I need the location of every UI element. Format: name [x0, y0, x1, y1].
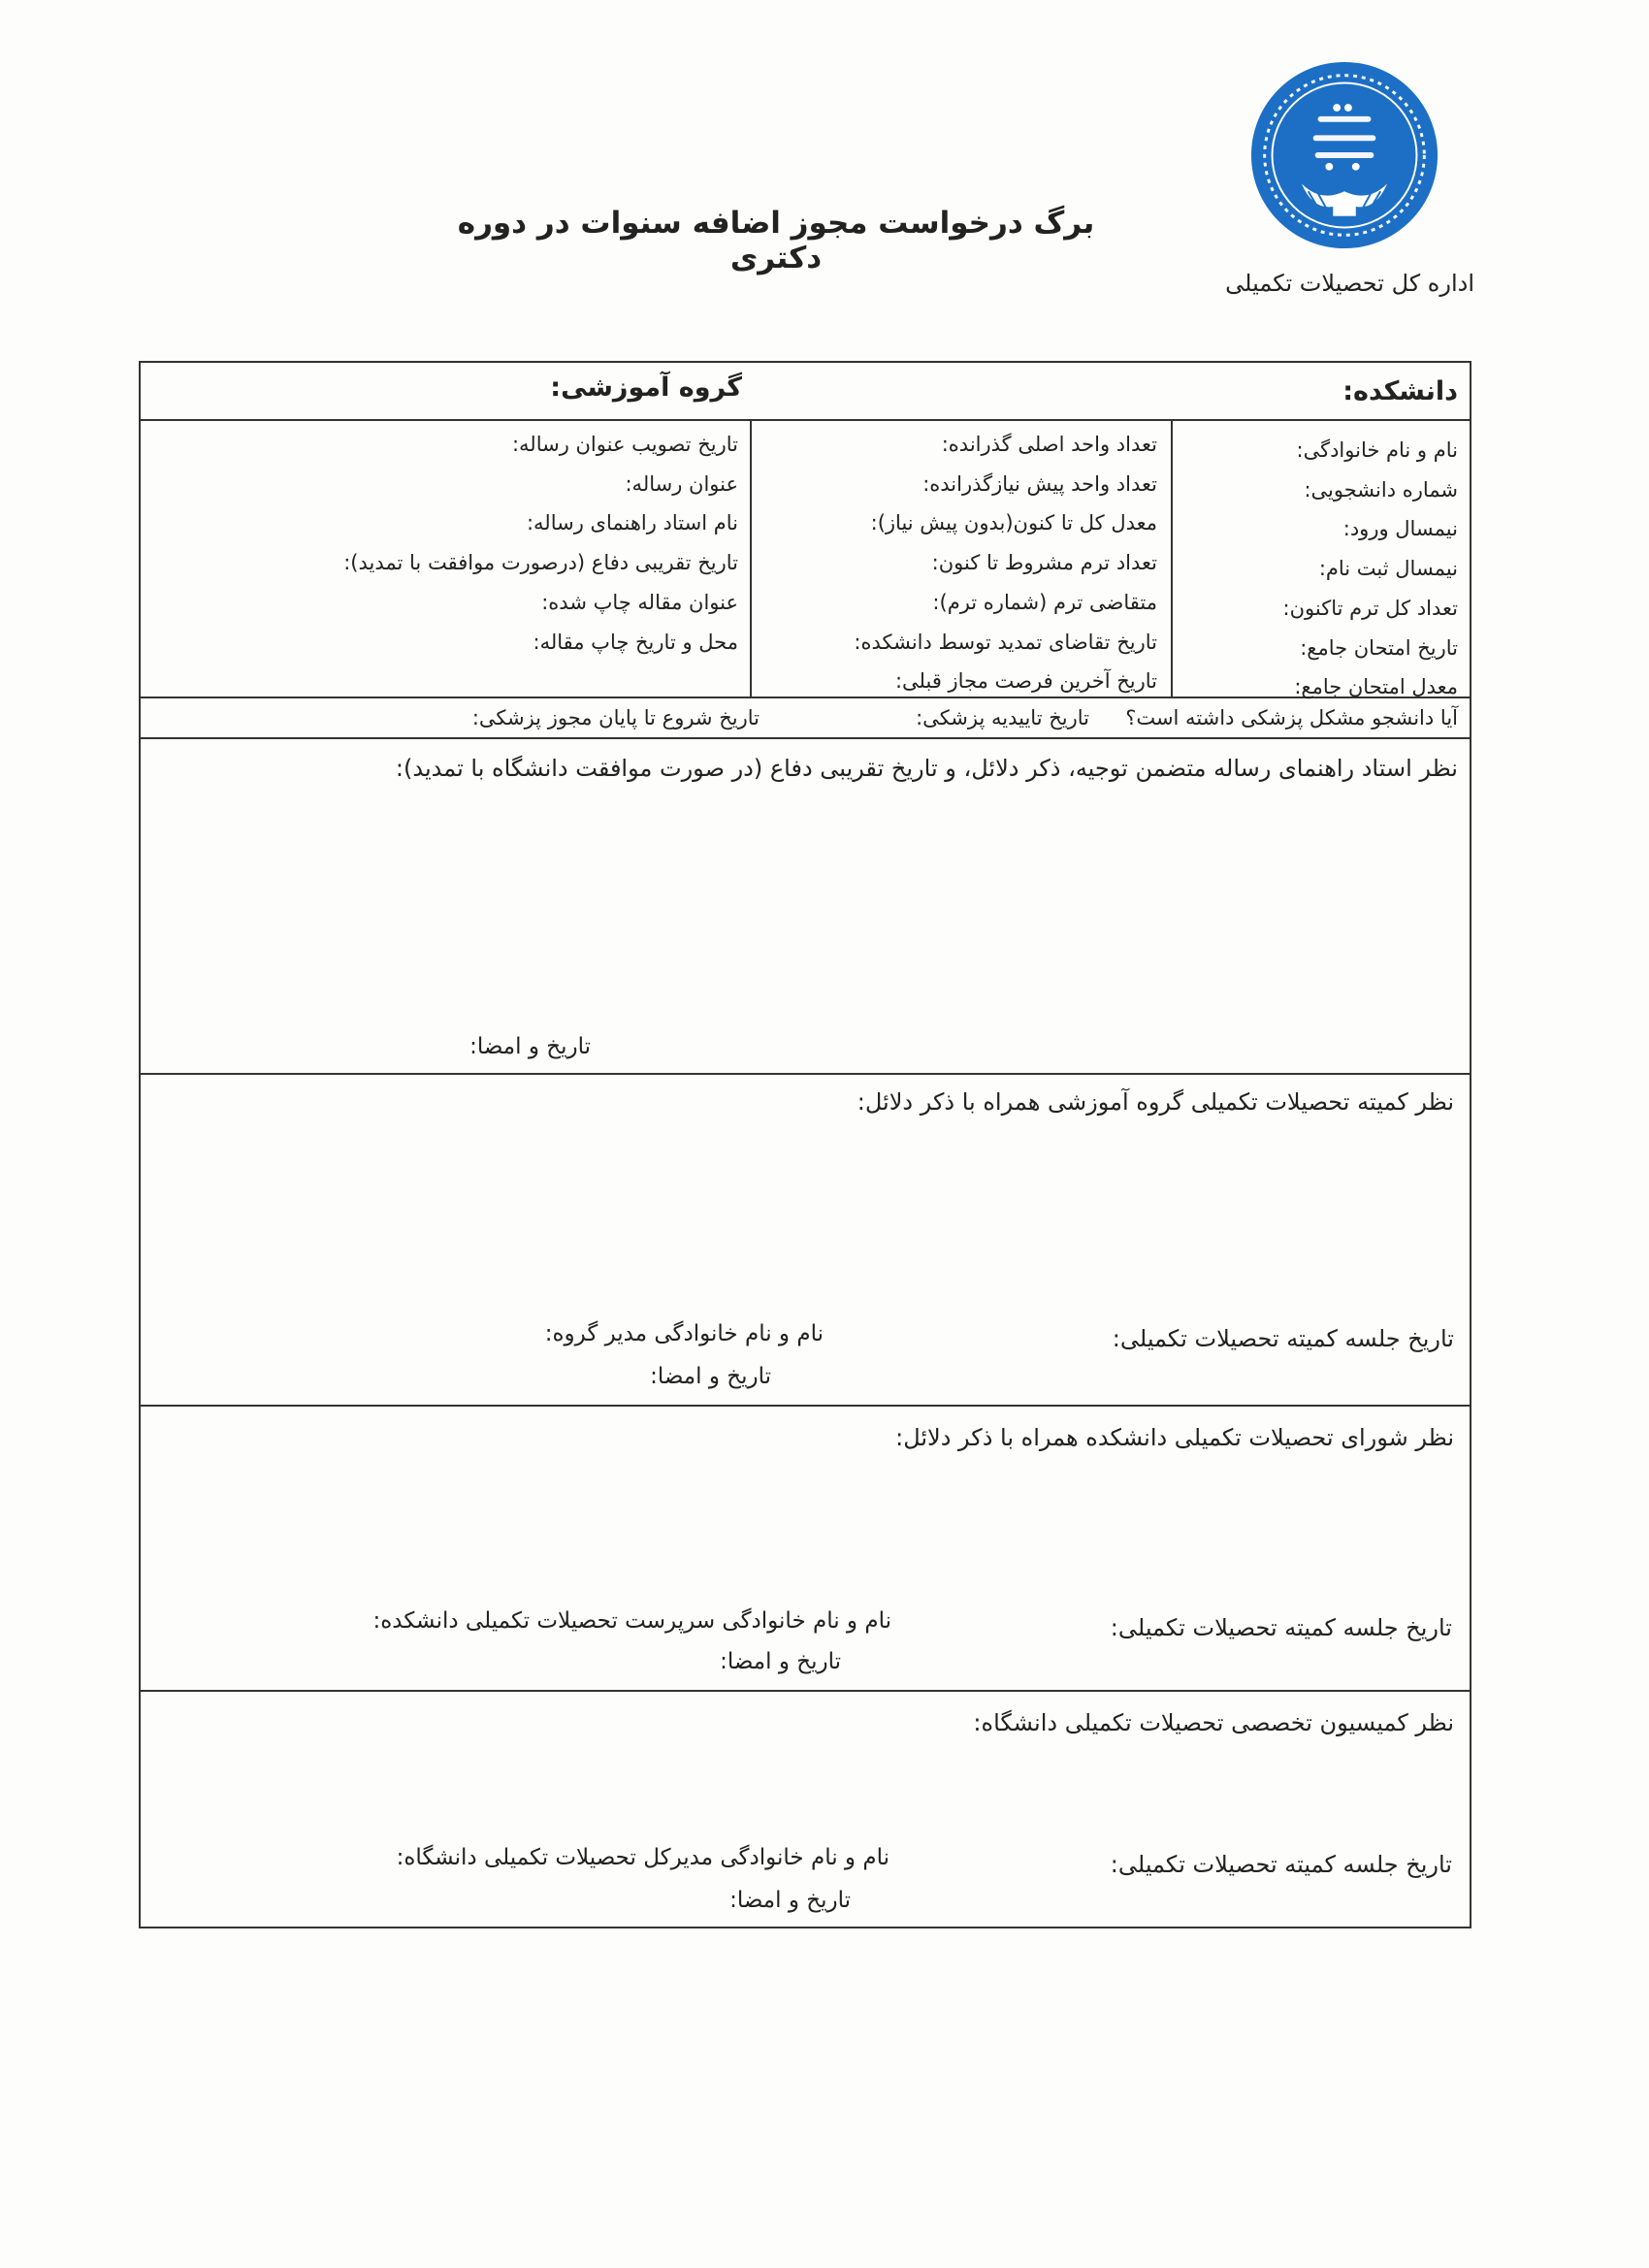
group-signature-field[interactable]: تاریخ و امضا: [650, 1364, 771, 1389]
row-divider [141, 737, 1470, 739]
probation-terms-field[interactable]: تعداد ترم مشروط تا کنون: [931, 551, 1157, 574]
department-name: اداره کل تحصیلات تکمیلی [1225, 270, 1474, 297]
row-divider [141, 1405, 1470, 1407]
row-divider [141, 1073, 1470, 1075]
row-divider [141, 419, 1470, 421]
request-form-table [139, 361, 1471, 1928]
faculty-signature-field[interactable]: تاریخ و امضا: [720, 1649, 841, 1674]
passed-prereq-units-field[interactable]: تعداد واحد پیش نیازگذرانده: [922, 472, 1157, 496]
medical-permit-period-field[interactable]: تاریخ شروع تا پایان مجوز پزشکی: [471, 706, 760, 729]
university-meeting-date-field[interactable]: تاریخ جلسه کمیته تحصیلات تکمیلی: [1110, 1851, 1452, 1878]
advisor-name-field[interactable]: نام استاد راهنمای رساله: [526, 511, 738, 535]
faculty-meeting-date-field[interactable]: تاریخ جلسه کمیته تحصیلات تکمیلی: [1110, 1614, 1452, 1641]
thesis-title-field[interactable]: عنوان رساله: [625, 472, 738, 496]
advisor-opinion-heading: نظر استاد راهنمای رساله متضمن توجیه، ذکر دلائل، و تاریخ تقریبی دفاع (در صورت موافقت دانشگاه با تمدید): [395, 755, 1458, 782]
medical-confirm-date-field[interactable]: تاریخ تاییدیه پزشکی: [916, 706, 1089, 729]
column-divider [750, 419, 752, 697]
group-meeting-date-field[interactable]: تاریخ جلسه کمیته تحصیلات تکمیلی: [1112, 1325, 1454, 1352]
total-terms-field[interactable]: تعداد کل ترم تاکنون: [1282, 597, 1458, 620]
medical-problem-question[interactable]: آیا دانشجو مشکل پزشکی داشته است؟ [1125, 706, 1458, 729]
last-deadline-date-field[interactable]: تاریخ آخرین فرصت مجاز قبلی: [894, 669, 1157, 693]
advisor-signature-field[interactable]: تاریخ و امضا: [469, 1034, 591, 1059]
faculty-label: دانشکده: [1342, 376, 1458, 406]
comprehensive-exam-grade-field[interactable]: معدل امتحان جامع: [1294, 675, 1458, 698]
published-paper-title-field[interactable]: عنوان مقاله چاپ شده: [541, 591, 738, 614]
row-divider [141, 1690, 1470, 1692]
comprehensive-exam-date-field[interactable]: تاریخ امتحان جامع: [1300, 636, 1458, 660]
university-commission-heading: نظر کمیسیون تخصصی تحصیلات تکمیلی دانشگاه: [973, 1709, 1454, 1736]
thesis-approval-date-field[interactable]: تاریخ تصویب عنوان رساله: [511, 433, 738, 456]
extension-request-date-field[interactable]: تاریخ تقاضای تمدید توسط دانشکده: [854, 631, 1157, 654]
paper-venue-date-field[interactable]: محل و تاریخ چاپ مقاله: [533, 631, 738, 654]
group-manager-name-field[interactable]: نام و نام خانوادگی مدیر گروه: [544, 1321, 824, 1346]
row-divider [141, 697, 1470, 698]
gpa-field[interactable]: معدل کل تا کنون(بدون پیش نیاز): [870, 511, 1157, 535]
university-director-name-field[interactable]: نام و نام خانوادگی مدیرکل تحصیلات تکمیلی دانشگاه: [396, 1845, 889, 1870]
registration-semester-field[interactable]: نیمسال ثبت نام: [1318, 557, 1458, 580]
form-title: برگ درخواست مجوز اضافه سنوات در دوره دکتری [457, 206, 1095, 275]
requested-term-field[interactable]: متقاضی ترم (شماره ترم): [932, 591, 1157, 614]
university-seal-icon [1249, 60, 1439, 250]
student-name-field[interactable]: نام و نام خانوادگی: [1296, 438, 1458, 462]
student-number-field[interactable]: شماره دانشجویی: [1304, 478, 1458, 502]
faculty-council-heading: نظر شورای تحصیلات تکمیلی دانشکده همراه با ذکر دلائل: [895, 1424, 1454, 1451]
defense-date-field[interactable]: تاریخ تقریبی دفاع (درصورت موافقت با تمدید): [343, 551, 738, 574]
column-divider [1171, 419, 1173, 697]
entry-semester-field[interactable]: نیمسال ورود: [1342, 517, 1458, 540]
faculty-supervisor-name-field[interactable]: نام و نام خانوادگی سرپرست تحصیلات تکمیلی دانشکده: [372, 1608, 891, 1634]
university-signature-field[interactable]: تاریخ و امضا: [729, 1888, 851, 1913]
group-label: گروه آموزشی: [550, 373, 742, 403]
passed-main-units-field[interactable]: تعداد واحد اصلی گذرانده: [941, 433, 1157, 456]
group-committee-heading: نظر کمیته تحصیلات تکمیلی گروه آموزشی همراه با ذکر دلائل: [857, 1088, 1454, 1116]
